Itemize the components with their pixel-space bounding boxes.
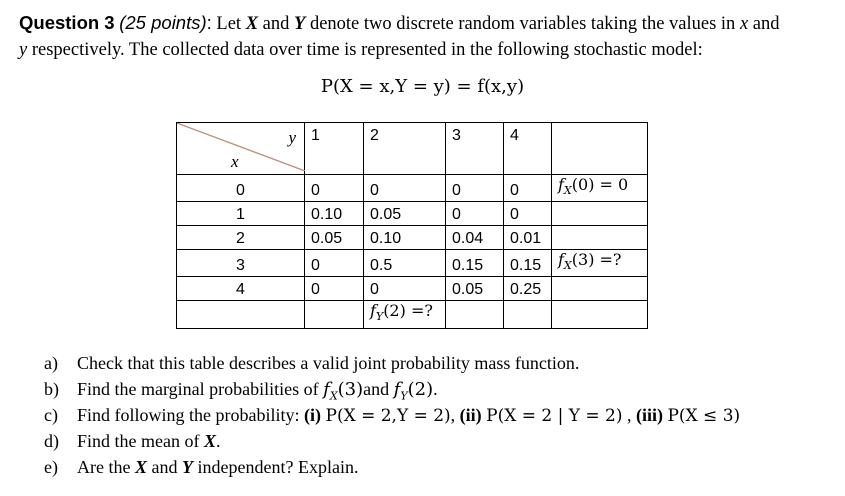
probability-cell: 0.15 bbox=[504, 250, 552, 277]
diagonal-divider bbox=[177, 123, 305, 171]
probability-cell: 0.04 bbox=[446, 226, 504, 250]
probability-cell: 0 bbox=[504, 202, 552, 226]
part-label: d) bbox=[44, 431, 59, 451]
part-label: c) bbox=[44, 405, 58, 425]
probability-cell bbox=[552, 226, 648, 250]
x-value-cell bbox=[177, 301, 305, 328]
marginal-cell: $f_Y(2)$ =? bbox=[364, 301, 446, 328]
table-corner-cell bbox=[177, 123, 305, 175]
x-value-cell: 3 bbox=[177, 250, 305, 277]
probability-cell: 0.15 bbox=[446, 250, 504, 277]
question-sep: : bbox=[206, 12, 212, 33]
part-label: b) bbox=[44, 379, 59, 399]
question-part bbox=[44, 428, 834, 454]
probability-cell: 0.01 bbox=[504, 226, 552, 250]
column-header: 3 bbox=[446, 123, 504, 175]
probability-cell: 0 bbox=[364, 175, 446, 202]
part-text: Are the X and Y independent? Explain. bbox=[77, 457, 359, 477]
column-header: 4 bbox=[504, 123, 552, 175]
table-row bbox=[177, 202, 648, 226]
probability-cell: 0.10 bbox=[305, 202, 364, 226]
question-parts bbox=[44, 350, 834, 480]
x-value-cell: 0 bbox=[177, 175, 305, 202]
probability-cell: 0.05 bbox=[305, 226, 364, 250]
joint-pmf-table bbox=[176, 122, 648, 329]
probability-cell bbox=[552, 301, 648, 328]
x-value-cell: 1 bbox=[177, 202, 305, 226]
model-formula bbox=[0, 76, 845, 97]
question-part bbox=[44, 454, 834, 480]
table-header-row bbox=[177, 123, 648, 175]
probability-cell: 0 bbox=[305, 250, 364, 277]
column-header bbox=[552, 123, 648, 175]
column-header: 2 bbox=[364, 123, 446, 175]
part-text: Find the marginal probabilities of $f_X(3)and$ $f_Y(2)$. bbox=[77, 379, 438, 403]
x-axis-label: x bbox=[231, 152, 239, 171]
probability-cell bbox=[446, 301, 504, 328]
probability-cell bbox=[305, 301, 364, 328]
question-part bbox=[44, 350, 834, 376]
probability-cell: 0 bbox=[446, 202, 504, 226]
probability-cell: 0.5 bbox=[364, 250, 446, 277]
question-part bbox=[44, 402, 834, 428]
question-heading bbox=[19, 10, 834, 63]
probability-cell bbox=[504, 301, 552, 328]
probability-cell: 0 bbox=[364, 277, 446, 301]
question-line-1: Let X and Y denote two discrete random variables taking the values in x and bbox=[216, 14, 780, 34]
table-row bbox=[177, 277, 648, 301]
probability-cell: 0.05 bbox=[446, 277, 504, 301]
table-row bbox=[177, 301, 648, 328]
question-label: Question 3 bbox=[19, 12, 115, 33]
question-points: (25 points) bbox=[119, 12, 207, 33]
probability-cell: 0.25 bbox=[504, 277, 552, 301]
x-value-cell: 4 bbox=[177, 277, 305, 301]
marginal-cell: $f_X(0) = 0$ bbox=[552, 175, 648, 202]
y-axis-label: y bbox=[288, 128, 296, 147]
probability-cell bbox=[552, 202, 648, 226]
part-label: a) bbox=[44, 353, 58, 373]
part-text: Find following the probability: (i) P(X = 2,Y = 2), (ii) P(X = 2 | Y = 2) , (iii) P(X ≤ 3) bbox=[77, 405, 741, 426]
part-label: e) bbox=[44, 457, 58, 477]
probability-cell: 0 bbox=[504, 175, 552, 202]
table-row bbox=[177, 175, 648, 202]
part-text: Check that this table describes a valid joint probability mass function. bbox=[77, 353, 580, 373]
probability-cell: 0.10 bbox=[364, 226, 446, 250]
marginal-cell: $f_X(3)$ =? bbox=[552, 250, 648, 277]
question-line-2: y respectively. The collected data over time is represented in the following stochastic model: bbox=[19, 40, 703, 60]
probability-cell: 0 bbox=[446, 175, 504, 202]
probability-cell: 0.05 bbox=[364, 202, 446, 226]
x-value-cell: 2 bbox=[177, 226, 305, 250]
probability-cell bbox=[552, 277, 648, 301]
formula-text: P(X = x,Y = y) = f(x,y) bbox=[320, 76, 525, 97]
question-part bbox=[44, 376, 834, 402]
table-row bbox=[177, 226, 648, 250]
probability-cell: 0 bbox=[305, 277, 364, 301]
table-row bbox=[177, 250, 648, 277]
part-text: Find the mean of X. bbox=[77, 431, 221, 451]
probability-cell: 0 bbox=[305, 175, 364, 202]
column-header: 1 bbox=[305, 123, 364, 175]
